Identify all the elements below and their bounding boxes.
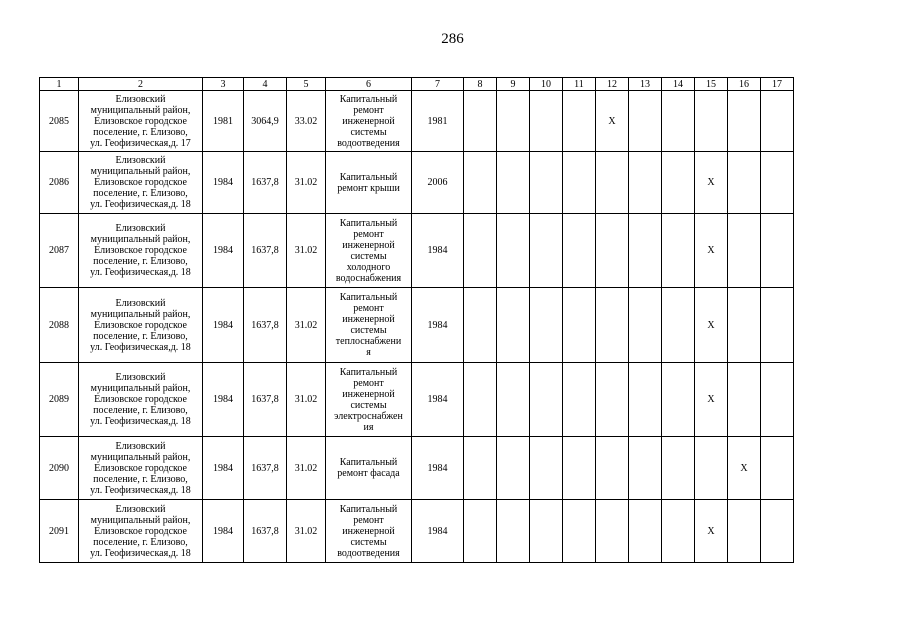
area-cell: 1637,8 (244, 363, 287, 437)
year-completed-cell: 1984 (412, 214, 464, 288)
mark-cell (497, 363, 530, 437)
mark-cell: X (596, 91, 629, 152)
mark-cell (596, 152, 629, 214)
mark-cell (497, 288, 530, 363)
mark-cell (563, 500, 596, 563)
mark-cell (563, 91, 596, 152)
area-cell: 1637,8 (244, 500, 287, 563)
area-cell: 1637,8 (244, 152, 287, 214)
header-row (40, 78, 794, 91)
col-header: 16 (728, 78, 761, 91)
mark-cell (695, 437, 728, 500)
mark-cell (695, 91, 728, 152)
col-header: 1 (40, 78, 79, 91)
mark-cell (464, 363, 497, 437)
code-cell: 31.02 (287, 363, 326, 437)
code-cell: 31.02 (287, 152, 326, 214)
mark-cell (596, 363, 629, 437)
address-cell: Елизовский муниципальный район, Елизовское городское поселение, г. Елизово, ул. Геофизическая,д. 18 (79, 363, 203, 437)
mark-cell (464, 152, 497, 214)
register-table (39, 77, 794, 563)
col-header: 13 (629, 78, 662, 91)
mark-cell (530, 363, 563, 437)
col-header: 11 (563, 78, 596, 91)
mark-cell: X (695, 152, 728, 214)
year-cell: 1984 (203, 437, 244, 500)
row-number-cell: 2089 (40, 363, 79, 437)
mark-cell (497, 437, 530, 500)
table-row (40, 288, 794, 363)
mark-cell (629, 91, 662, 152)
col-header: 2 (79, 78, 203, 91)
row-number-cell: 2086 (40, 152, 79, 214)
code-cell: 33.02 (287, 91, 326, 152)
mark-cell (761, 500, 794, 563)
mark-cell (629, 214, 662, 288)
mark-cell (728, 288, 761, 363)
mark-cell (464, 288, 497, 363)
area-cell: 1637,8 (244, 214, 287, 288)
col-header: 17 (761, 78, 794, 91)
mark-cell (596, 214, 629, 288)
year-completed-cell: 1984 (412, 437, 464, 500)
address-cell: Елизовский муниципальный район, Елизовское городское поселение, г. Елизово, ул. Геофизическая,д. 18 (79, 500, 203, 563)
col-header: 15 (695, 78, 728, 91)
row-number-cell: 2088 (40, 288, 79, 363)
work-type-cell: Капитальный ремонт инженерной системы электроснабжен ия (326, 363, 412, 437)
code-cell: 31.02 (287, 500, 326, 563)
address-cell: Елизовский муниципальный район, Елизовское городское поселение, г. Елизово, ул. Геофизическая,д. 18 (79, 288, 203, 363)
mark-cell (563, 152, 596, 214)
address-cell: Елизовский муниципальный район, Елизовское городское поселение, г. Елизово, ул. Геофизическая,д. 18 (79, 214, 203, 288)
mark-cell (761, 214, 794, 288)
col-header: 8 (464, 78, 497, 91)
work-type-cell: Капитальный ремонт инженерной системы водоотведения (326, 500, 412, 563)
mark-cell (530, 91, 563, 152)
mark-cell (662, 91, 695, 152)
col-header: 9 (497, 78, 530, 91)
year-cell: 1984 (203, 500, 244, 563)
mark-cell (629, 437, 662, 500)
mark-cell (728, 363, 761, 437)
mark-cell (662, 214, 695, 288)
mark-cell (662, 288, 695, 363)
mark-cell (629, 152, 662, 214)
mark-cell (464, 437, 497, 500)
mark-cell (662, 363, 695, 437)
mark-cell (563, 288, 596, 363)
address-cell: Елизовский муниципальный район, Елизовское городское поселение, г. Елизово, ул. Геофизическая,д. 17 (79, 91, 203, 152)
year-completed-cell: 1984 (412, 363, 464, 437)
year-cell: 1984 (203, 214, 244, 288)
mark-cell (530, 437, 563, 500)
mark-cell (662, 500, 695, 563)
code-cell: 31.02 (287, 288, 326, 363)
mark-cell (596, 288, 629, 363)
year-completed-cell: 1981 (412, 91, 464, 152)
area-cell: 1637,8 (244, 437, 287, 500)
table-row (40, 214, 794, 288)
address-cell: Елизовский муниципальный район, Елизовское городское поселение, г. Елизово, ул. Геофизическая,д. 18 (79, 437, 203, 500)
col-header: 14 (662, 78, 695, 91)
work-type-cell: Капитальный ремонт инженерной системы теплоснабжени я (326, 288, 412, 363)
mark-cell (596, 437, 629, 500)
mark-cell (497, 91, 530, 152)
year-cell: 1984 (203, 152, 244, 214)
mark-cell (761, 288, 794, 363)
work-type-cell: Капитальный ремонт инженерной системы холодного водоснабжения (326, 214, 412, 288)
mark-cell (728, 500, 761, 563)
mark-cell (761, 437, 794, 500)
year-completed-cell: 1984 (412, 288, 464, 363)
mark-cell (761, 152, 794, 214)
mark-cell (563, 437, 596, 500)
mark-cell (629, 363, 662, 437)
work-type-cell: Капитальный ремонт крыши (326, 152, 412, 214)
mark-cell (596, 500, 629, 563)
table-row (40, 152, 794, 214)
table-row (40, 91, 794, 152)
code-cell: 31.02 (287, 437, 326, 500)
mark-cell: X (695, 288, 728, 363)
mark-cell (497, 152, 530, 214)
address-cell: Елизовский муниципальный район, Елизовское городское поселение, г. Елизово, ул. Геофизическая,д. 18 (79, 152, 203, 214)
page-number: 286 (441, 31, 464, 47)
row-number-cell: 2091 (40, 500, 79, 563)
table-row (40, 437, 794, 500)
year-cell: 1984 (203, 363, 244, 437)
table-row (40, 363, 794, 437)
mark-cell (761, 363, 794, 437)
row-number-cell: 2090 (40, 437, 79, 500)
year-cell: 1981 (203, 91, 244, 152)
col-header: 3 (203, 78, 244, 91)
mark-cell (662, 152, 695, 214)
mark-cell (464, 214, 497, 288)
work-type-cell: Капитальный ремонт фасада (326, 437, 412, 500)
row-number-cell: 2085 (40, 91, 79, 152)
mark-cell (761, 91, 794, 152)
col-header: 4 (244, 78, 287, 91)
code-cell: 31.02 (287, 214, 326, 288)
table-row (40, 500, 794, 563)
mark-cell (530, 288, 563, 363)
mark-cell (728, 91, 761, 152)
col-header: 5 (287, 78, 326, 91)
mark-cell: X (695, 500, 728, 563)
mark-cell (728, 214, 761, 288)
row-number-cell: 2087 (40, 214, 79, 288)
col-header: 6 (326, 78, 412, 91)
mark-cell (530, 152, 563, 214)
mark-cell: X (695, 214, 728, 288)
col-header: 12 (596, 78, 629, 91)
mark-cell (497, 500, 530, 563)
work-type-cell: Капитальный ремонт инженерной системы водоотведения (326, 91, 412, 152)
mark-cell (629, 288, 662, 363)
year-cell: 1984 (203, 288, 244, 363)
mark-cell (464, 91, 497, 152)
year-completed-cell: 1984 (412, 500, 464, 563)
col-header: 10 (530, 78, 563, 91)
year-completed-cell: 2006 (412, 152, 464, 214)
area-cell: 3064,9 (244, 91, 287, 152)
mark-cell: X (695, 363, 728, 437)
mark-cell (530, 500, 563, 563)
mark-cell (563, 214, 596, 288)
mark-cell (464, 500, 497, 563)
col-header: 7 (412, 78, 464, 91)
area-cell: 1637,8 (244, 288, 287, 363)
mark-cell (728, 152, 761, 214)
mark-cell (530, 214, 563, 288)
mark-cell (563, 363, 596, 437)
mark-cell: X (728, 437, 761, 500)
mark-cell (497, 214, 530, 288)
mark-cell (662, 437, 695, 500)
mark-cell (629, 500, 662, 563)
